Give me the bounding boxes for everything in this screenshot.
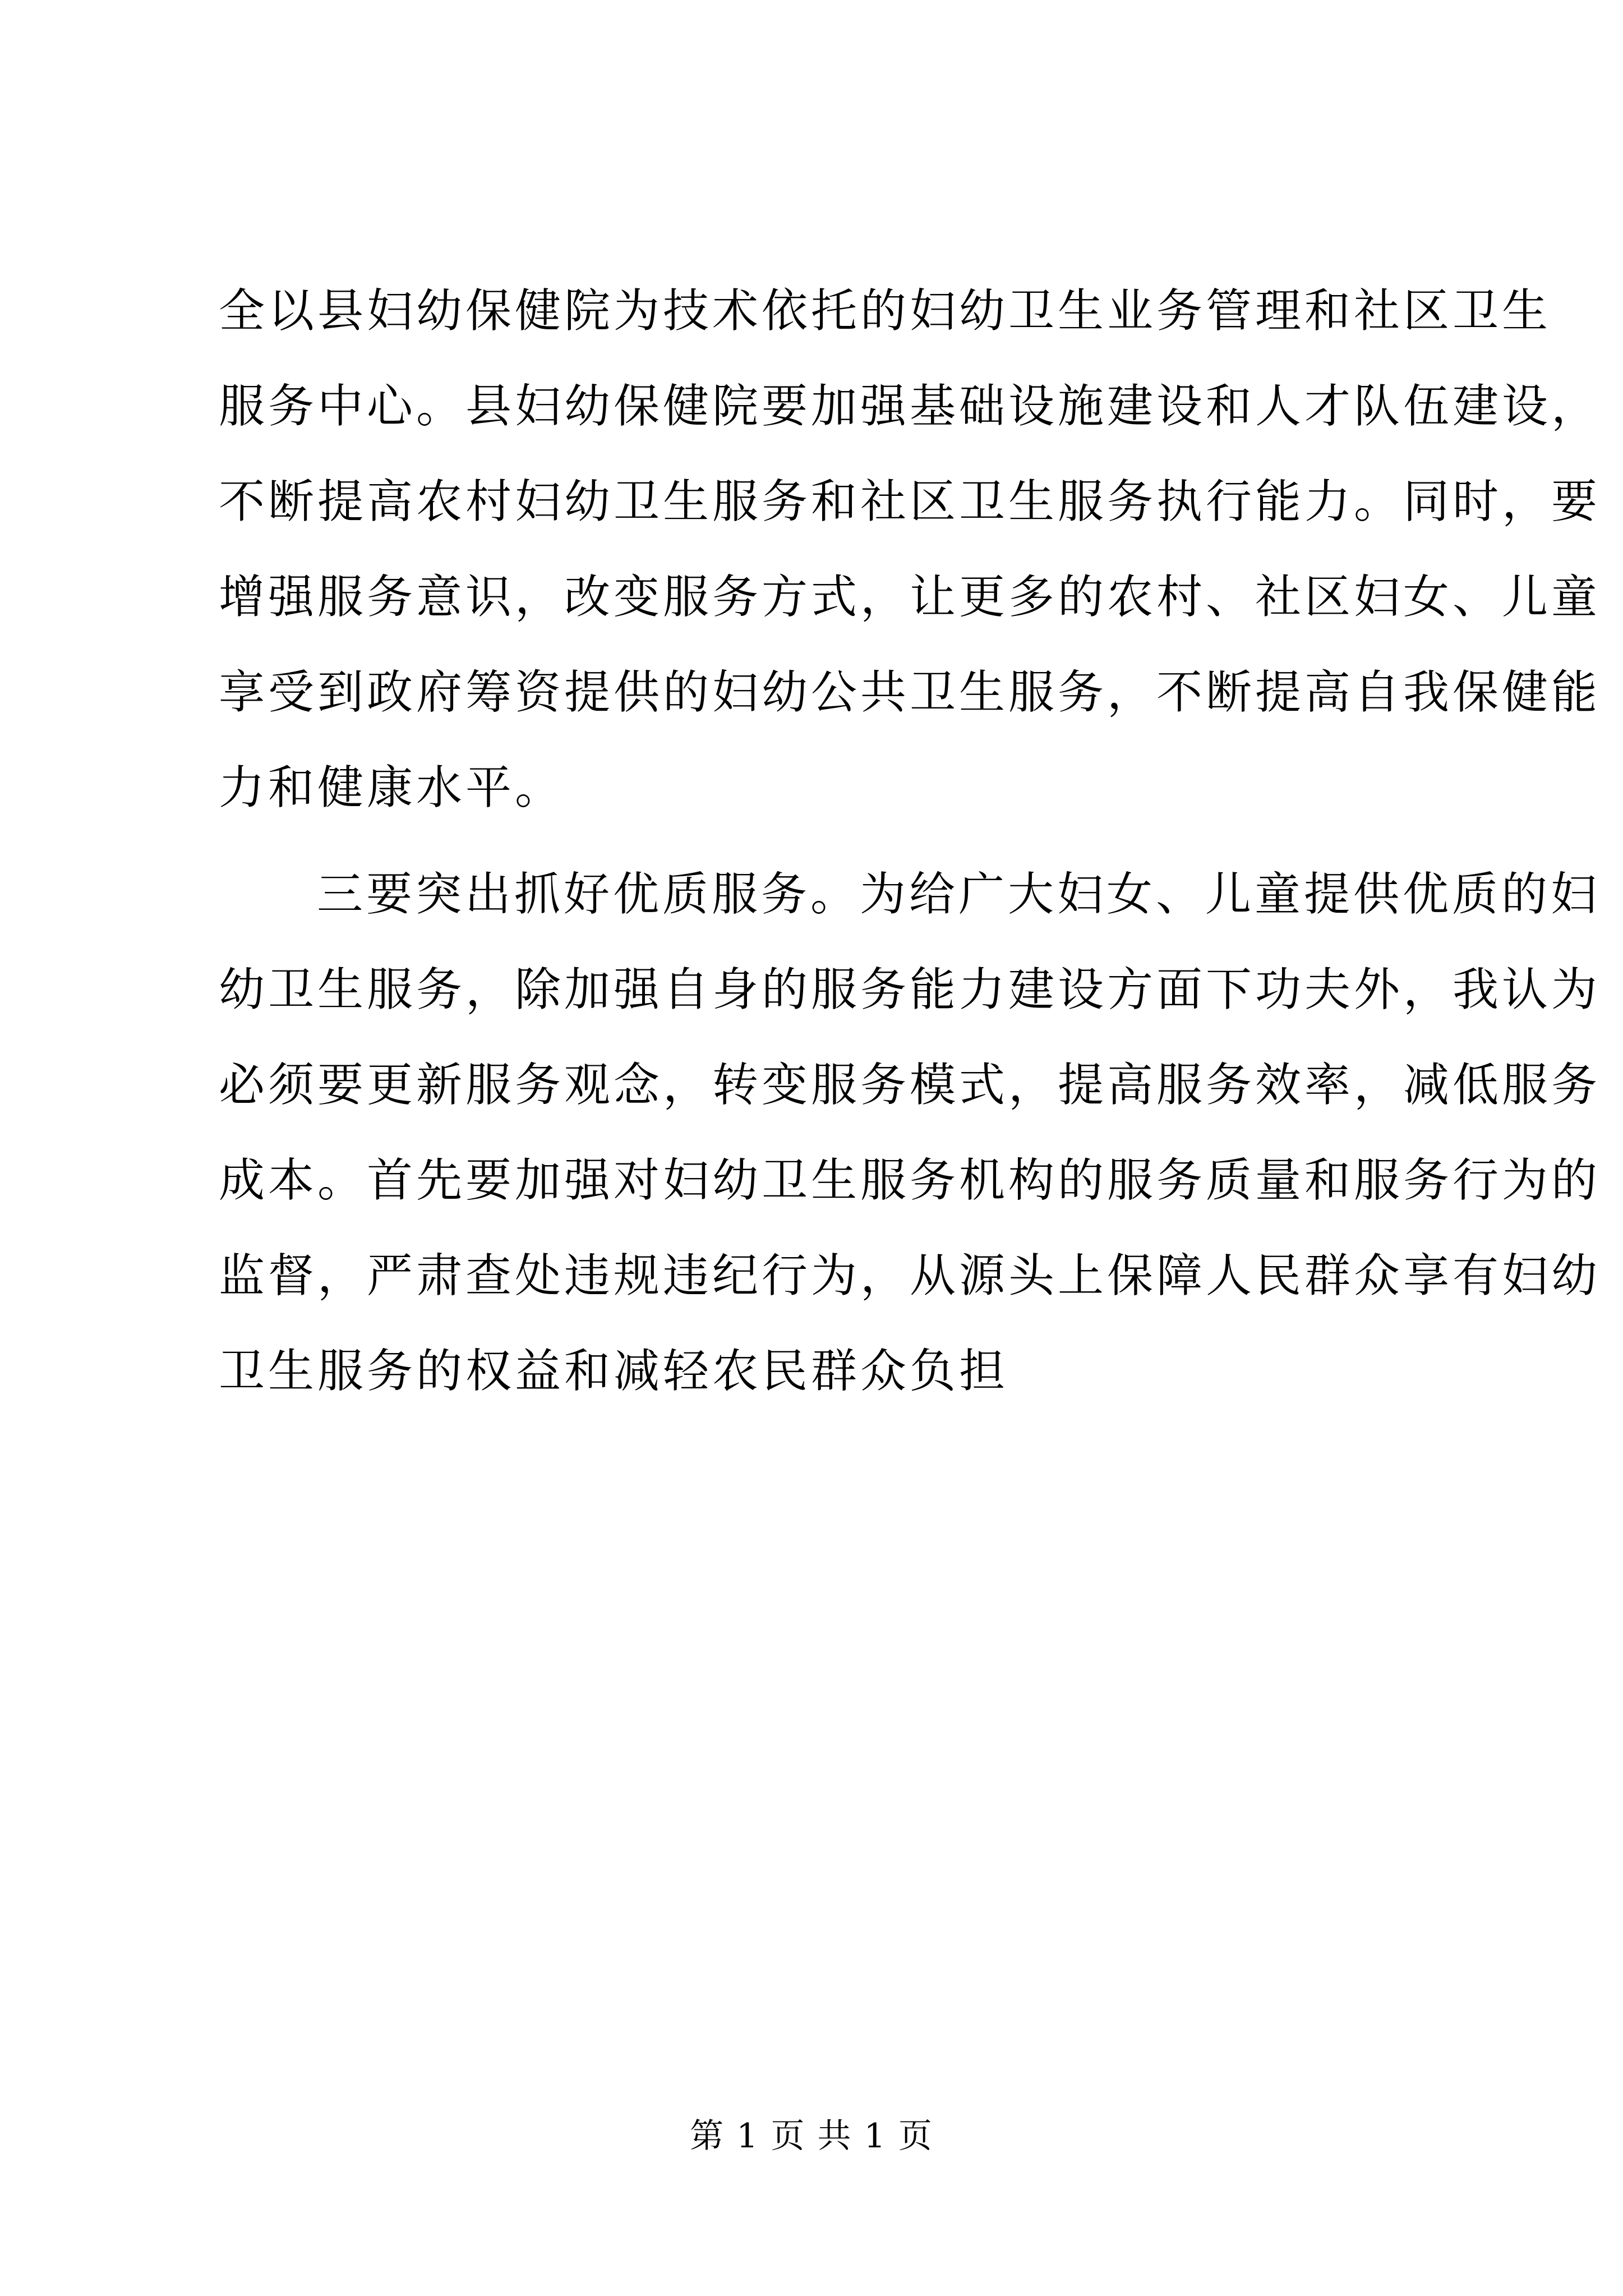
text-line: 全以县妇幼保健院为技术依托的妇幼卫生业务管理和社区卫生 — [219, 284, 1552, 338]
text-line: 幼卫生服务，除加强自身的服务能力建设方面下功夫外，我认为 — [219, 963, 1601, 1016]
text-line: 增强服务意识，改变服务方式，让更多的农村、社区妇女、儿童 — [219, 570, 1601, 624]
text-line: 服务中心。县妇幼保健院要加强基础设施建设和人才队伍建设， — [219, 380, 1601, 433]
text-line: 成本。首先要加强对妇幼卫生服务机构的服务质量和服务行为的 — [219, 1154, 1601, 1207]
text-line: 卫生服务的权益和减轻农民群众负担 — [219, 1345, 1009, 1398]
paragraph-1 — [219, 264, 1601, 836]
page-footer: 第 1 页 共 1 页 — [690, 2116, 933, 2156]
text-line: 不断提高农村妇幼卫生服务和社区卫生服务执行能力。同时，要 — [219, 475, 1601, 528]
text-line: 力和健康水平。 — [219, 761, 565, 815]
text-line: 三要突出抓好优质服务。为给广大妇女、儿童提供优质的妇 — [317, 868, 1601, 921]
text-line: 必须要更新服务观念，转变服务模式，提高服务效率，减低服务 — [219, 1059, 1601, 1112]
paragraph-2 — [219, 847, 1601, 1419]
text-line: 监督，严肃查处违规违纪行为，从源头上保障人民群众享有妇幼 — [219, 1249, 1601, 1303]
text-line: 享受到政府筹资提供的妇幼公共卫生服务，不断提高自我保健能 — [219, 666, 1601, 719]
document-body — [219, 264, 1601, 1419]
